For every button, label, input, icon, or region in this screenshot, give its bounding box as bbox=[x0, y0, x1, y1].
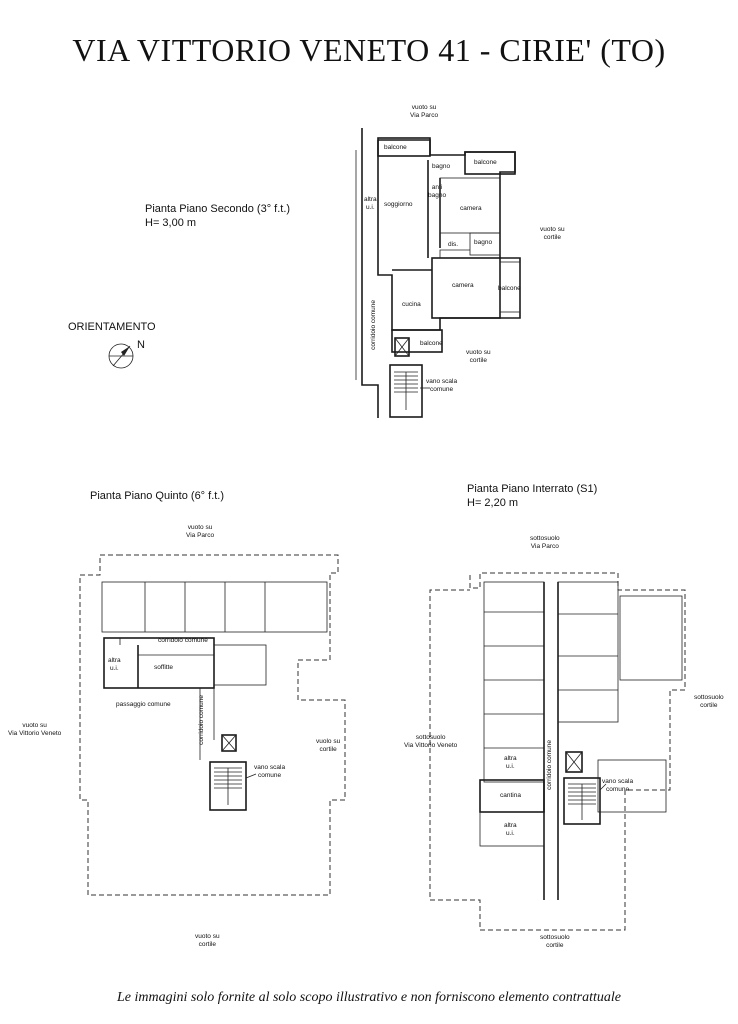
floor2-dis: dis. bbox=[448, 241, 459, 248]
disclaimer-footer: Le immagini solo fornite al solo scopo illustrativo e non forniscono elemento contrattuale bbox=[117, 990, 621, 1005]
floor2-vuoto-parco: vuoto su Via Parco bbox=[410, 104, 439, 119]
floor5-vuoto-parco: vuoto su Via Parco bbox=[186, 524, 215, 539]
floor5-altra-ui: altra u.i. bbox=[108, 657, 121, 672]
orientation-label: ORIENTAMENTO bbox=[68, 321, 156, 333]
floor2-altra-ui: altra u.i. bbox=[364, 196, 377, 211]
floor2-balcone-top: balcone bbox=[384, 144, 407, 151]
floor2-camera2: camera bbox=[452, 282, 474, 289]
compass-icon bbox=[109, 344, 133, 368]
floor2-cucina: cucina bbox=[402, 301, 421, 308]
floor2-balcone-right: balcone bbox=[474, 159, 497, 166]
floor2-bagno2: bagno bbox=[474, 239, 493, 246]
basement-plan bbox=[430, 573, 685, 930]
basement-cantina: cantina bbox=[500, 792, 521, 799]
floor5-corridoio-top: corridoio comune bbox=[158, 637, 208, 644]
floor5-soffitte: soffitte bbox=[154, 664, 174, 671]
basement-altra-ui-1: altra u.i. bbox=[504, 755, 517, 770]
floor2-balcone-bottom: balcone bbox=[420, 340, 443, 347]
basement-sottosuolo-cortile-bottom: sottosuolo cortile bbox=[540, 934, 570, 949]
basement-vano-scala: vano scala comune bbox=[602, 778, 634, 793]
floor5-heading: Pianta Piano Quinto (6° f.t.) bbox=[90, 490, 225, 502]
floor5-vuoto-cortile-right: vuolo su cortile bbox=[316, 738, 341, 753]
floor2-balcone-mid: balcone bbox=[498, 285, 521, 292]
floor2-plan bbox=[356, 128, 520, 418]
floor5-corridoio-vert: corridoio comune bbox=[198, 695, 205, 745]
basement-heading: Pianta Piano Interrato (S1) bbox=[467, 483, 598, 495]
floor2-bagno: bagno bbox=[432, 163, 451, 170]
floor5-passaggio: passaggio comune bbox=[116, 701, 171, 708]
basement-altra-ui-2: altra u.i. bbox=[504, 822, 517, 837]
basement-sottosuolo-veneto: sottosuolo Via Vittorio Veneto bbox=[404, 734, 458, 749]
basement-height: H= 2,20 m bbox=[467, 497, 519, 509]
page-title: VIA VITTORIO VENETO 41 - CIRIE' (TO) bbox=[72, 32, 666, 68]
floor2-vano-scala: vano scala comune bbox=[426, 378, 458, 393]
floor5-vano-scala: vano scala comune bbox=[254, 764, 286, 779]
basement-sottosuolo-cortile-right: sottosuolo cortile bbox=[694, 694, 724, 709]
basement-corridoio: corridoio comune bbox=[546, 740, 553, 790]
floor5-vuoto-veneto: vuoto su Via Vittorio Veneto bbox=[8, 722, 62, 737]
floor5-plan bbox=[80, 555, 345, 895]
floor2-soggiorno: soggiorno bbox=[384, 201, 413, 208]
floor2-height: H= 3,00 m bbox=[145, 217, 197, 229]
floor2-vuoto-cortile-bottom: vuoto su cortile bbox=[466, 349, 491, 364]
floor2-vuoto-cortile-right: vuoto su cortile bbox=[540, 226, 565, 241]
floor2-camera1: camera bbox=[460, 205, 482, 212]
floor2-corridoio: corridoio comune bbox=[370, 300, 377, 350]
floor5-vuoto-cortile-bottom: vuoto su cortile bbox=[195, 933, 220, 948]
basement-sottosuolo-parco: sottosuolo Via Parco bbox=[530, 535, 560, 550]
floor2-heading: Pianta Piano Secondo (3° f.t.) bbox=[145, 203, 291, 215]
orientation-north: N bbox=[137, 339, 145, 351]
floor2-anti-bagno: anti bagno bbox=[428, 184, 447, 199]
